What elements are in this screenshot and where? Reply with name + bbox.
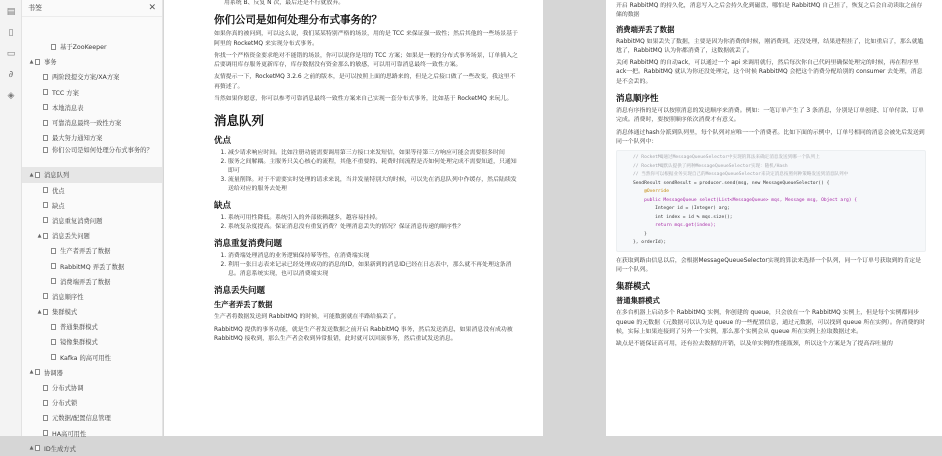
expand-toggle-icon[interactable]: ▲ (29, 369, 34, 376)
thumbnails-icon[interactable]: ▤ (6, 7, 16, 17)
code-line: }, orderId); (633, 240, 667, 246)
bookmark-page-icon (51, 339, 56, 345)
bookmark-item[interactable] (22, 395, 162, 410)
heading-message-queue: 消息队列 (214, 113, 265, 129)
list-item: 1. 减少请求响应时间。比如注册功能需要调用第三方接口来发短信，如果等待第三方响应可能会需要很多时间 (228, 149, 519, 158)
page-gap (543, 0, 606, 436)
list-item: 2. 利用一张日志表来记录已经处理成功的消息的ID，如果新到的消息ID已经在日志表中，那么就不再处理这条消息。消息系统实现，也可以消费端实现 (228, 261, 519, 279)
bookmark-item[interactable] (22, 274, 162, 289)
list-item: 1. 系统可用性降低。系统引入的外部依赖越多，越容易挂掉。 (228, 214, 519, 223)
bookmark-label: 缺点 (52, 202, 65, 210)
paragraph: 消息有序指的是可以按照消息的发送顺序来消费。例如：一笔订单产生了 3 条消息，分别是订单创建、订单付款、订单完成。消费时，要按照顺序依次消费才有意义。 (616, 108, 924, 124)
code-line: // 当然你可以根据业务实现自己的MessageQueueSelector来决定消息按照何种策略发送到消息队列中 (633, 172, 849, 178)
bookmark-item[interactable] (22, 130, 162, 145)
bookmark-item[interactable] (22, 85, 162, 100)
page-right-content (616, 0, 926, 353)
bookmark-page-icon (43, 147, 48, 153)
bookmark-label: 普通集群模式 (60, 324, 98, 332)
code-line: @Override (633, 189, 669, 195)
bookmark-page-icon (35, 59, 40, 65)
bookmark-item[interactable] (22, 304, 162, 319)
list-item: 2. 系统复杂度提高。保证消息没有重复消费？处理消息丢失的情况？保证消息传递的顺序性？ (228, 223, 519, 232)
pros-list (228, 149, 519, 194)
bookmark-page-icon (35, 369, 40, 375)
code-block (616, 150, 926, 252)
bookmark-icon[interactable]: ▯ (8, 28, 14, 38)
code-line: public MessageQueue select(List<MessageQueue> mqs, Message msg, Object arg) { (633, 197, 858, 203)
bookmarks-header (22, 0, 162, 17)
paragraph: 你找一个严格资金要求绝对不能错的场景，你可以说你是用的 TCC 方案；如果是一般的分布式事务场景，订单插入之后要调用库存服务更新库存，库存数据没有资金那么的敏感，可以用可靠消息最终一致性方案。 (214, 52, 518, 69)
code-line: SendResult sendResult = producer.send(msg, new MessageQueueSelector() { (633, 180, 830, 186)
expand-toggle-icon[interactable]: ▲ (29, 171, 34, 178)
bookmark-item[interactable] (22, 426, 162, 441)
bookmark-item[interactable] (22, 213, 162, 228)
code-line: return mqs.get(index); (633, 223, 716, 229)
bookmark-item[interactable] (22, 69, 162, 84)
heading-consumer-loss: 消费端弄丢了数据 (616, 24, 675, 34)
bookmark-label: 镜像集群模式 (60, 339, 98, 347)
bookmark-page-icon (43, 120, 48, 126)
bookmark-page-icon (51, 44, 56, 50)
bookmark-label: 分布式锁 (52, 400, 78, 408)
bookmark-label: HA高可用性 (52, 430, 87, 438)
paragraph: 当然如果你愿意，你可以参考可靠消息最终一致性方案来自己实现一套分布式事务，比如基于 RocketMQ 来玩儿。 (214, 96, 513, 103)
paragraph: RabbitMQ 提供的事务功能，就是生产者发送数据之前开启 RabbitMQ 事务，然后发送消息，如果消息没有成功被 RabbitMQ 接收到，那么生产者会收到异常报错，此时就可以回滚事务，然后重试发送消息。 (214, 326, 513, 342)
expand-toggle-icon[interactable]: ▲ (37, 308, 42, 315)
page-left-content (214, 0, 519, 347)
heading-normal-cluster: 普通集群模式 (616, 296, 660, 306)
comment-icon[interactable]: ▭ (6, 49, 16, 59)
paragraph: 消息体通过hash分派到队列里，每个队列对应唯一一个消费者。比如下面的示例中，订单号相同的消息会被先后发送到同一个队列中： (616, 129, 925, 145)
bookmark-label: 你们公司是如何处理分布式事务的？ (52, 147, 153, 155)
bookmark-item[interactable] (22, 54, 162, 69)
paragraph: 开启 RabbitMQ 的持久化，消息写入之后会持久化到磁盘，哪怕是 RabbitMQ 自己挂了，恢复之后会自动读取之前存储的数据 (616, 3, 923, 19)
paragraph: 用系统 B、反复 N 次，最后还是不行就放弃。 (224, 0, 345, 6)
bookmark-label: RabbitMQ 弄丢了数据 (60, 263, 125, 271)
bookmark-label: TCC 方案 (52, 89, 79, 97)
bookmarks-panel (22, 0, 163, 453)
bookmark-page-icon (43, 202, 48, 208)
bookmark-page-icon (51, 354, 56, 360)
bookmark-item[interactable] (22, 167, 162, 182)
bookmark-label: 优点 (52, 187, 65, 195)
bookmark-item[interactable] (22, 334, 162, 349)
bookmark-item[interactable] (22, 350, 162, 365)
bookmark-label: 分布式协调 (52, 385, 84, 393)
paragraph: 缺点是不能保证高可用，还有拉去数据的开销，以及单实例的性能瓶颈，所以这个方案是为了提高吞吐量的 (616, 341, 893, 348)
bookmark-page-icon (43, 415, 48, 421)
bookmark-item[interactable] (22, 115, 162, 130)
bookmark-item[interactable] (22, 145, 162, 167)
bookmark-page-icon (35, 445, 40, 451)
bookmark-page-icon (35, 172, 40, 178)
layers-icon[interactable]: ◈ (7, 91, 15, 101)
bookmarks-title: 书签 (28, 4, 42, 12)
heading-company-transaction: 你们公司是如何处理分布式事务的？ (214, 14, 382, 27)
bookmark-item[interactable] (22, 39, 162, 54)
bookmark-page-icon (43, 293, 48, 299)
bookmark-label: 两阶段提交方案/XA方案 (52, 74, 120, 82)
bookmark-label: 元数据/配置信息管理 (52, 415, 111, 423)
expand-toggle-icon[interactable]: ▲ (29, 445, 34, 452)
paragraph: 在获取到路由信息以后，会根据MessageQueueSelector实现的算法来选择一个队列，同一个订单号获取到的肯定是同一个队列。 (616, 257, 921, 274)
bookmark-page-icon (51, 324, 56, 330)
bookmark-page-icon (51, 263, 56, 269)
expand-toggle-icon[interactable]: ▲ (29, 58, 34, 65)
bookmark-page-icon (43, 135, 48, 141)
heading-duplicate-consumption: 消息重复消费问题 (214, 239, 283, 250)
bookmark-item[interactable] (22, 410, 162, 425)
attachment-icon[interactable]: ∂ (8, 70, 14, 80)
bookmark-label: 集群模式 (52, 309, 78, 317)
code-line: int index = id % mqs.size(); (633, 214, 733, 220)
bookmark-page-icon (43, 74, 48, 80)
bookmark-page-icon (43, 233, 48, 239)
bookmark-label: 消息丢失问题 (52, 233, 90, 241)
bookmark-tree (22, 17, 162, 456)
heading-message-order: 消息顺序性 (616, 94, 659, 105)
bookmark-page-icon (43, 385, 48, 391)
bookmark-label: 基于ZooKeeper (60, 44, 107, 52)
duplicate-list (228, 252, 519, 279)
list-item: 2. 服务之间解耦。主服务只关心核心的流程，其他不重要的、耗费时间流程是否如何处理完成不需要知道，只通知即可 (228, 158, 519, 176)
paragraph: 关闭 RabbitMQ 的自动ack，可以通过一个 api 来调用就行，然后每次你自己代码里确保处理完的时候，再在程序里ack一把。RabbitMQ 就认为你还没处理完，这个时候 RabbitMQ 会把这个消费分配给别的 consumer 去处理，消息是不会丢的。 (616, 60, 923, 85)
code-line: } (633, 231, 647, 237)
bookmark-item[interactable] (22, 258, 162, 273)
bookmark-label: 消息队列 (44, 172, 70, 180)
bookmark-page-icon (43, 89, 48, 95)
document-page-right (606, 0, 942, 436)
bookmark-page-icon (51, 248, 56, 254)
document-page-left (164, 0, 543, 436)
bookmark-item[interactable] (22, 319, 162, 334)
bookmark-label: Kafka 的高可用性 (60, 354, 111, 362)
bookmark-label: 协调器 (44, 369, 63, 377)
bookmark-label: 消费端弄丢了数据 (60, 278, 111, 286)
bookmark-label: ID生成方式 (44, 445, 76, 453)
heading-cluster-mode: 集群模式 (616, 282, 651, 293)
bookmark-label: 生产者弄丢了数据 (60, 248, 111, 256)
list-item: 1. 消费端处理消息的业务逻辑保持幂等性，在消费端实现 (228, 252, 519, 261)
close-icon[interactable]: ✕ (148, 3, 156, 13)
bookmark-item[interactable] (22, 228, 162, 243)
bookmark-label: 最大努力通知方案 (52, 135, 103, 143)
bookmark-page-icon (43, 430, 48, 436)
bookmark-item[interactable] (22, 183, 162, 198)
bookmark-page-icon (43, 187, 48, 193)
heading-producer-loss: 生产者弄丢了数据 (214, 300, 273, 310)
code-line: // RocketMQ默认提供了两种MessageQueueSelector实现：随机/Hash (633, 163, 788, 169)
bookmark-page-icon (43, 104, 48, 110)
paragraph: RabbitMQ 如果丢失了数据，主要是因为你消费的时候，刚消费到，还没处理，结果进程挂了，比如重启了，那么就尴尬了，RabbitMQ 认为你都消费了，这数据就丢了。 (616, 38, 924, 54)
paragraph: 友情提示一下，RocketMQ 3.2.6 之前的版本，是可以按照上面的思路来的，但是之后接口做了一些改变，我这里不再赘述了。 (214, 74, 516, 90)
bookmark-page-icon (43, 400, 48, 406)
bookmark-page-icon (43, 309, 48, 315)
list-item: 3. 流量削锋。对于不需要实时处理的请求来说，当并发量特别大的时候，可以先在消息队列中作缓存，然后陆续发送给对应的服务去处理 (228, 176, 519, 194)
bookmark-item[interactable] (22, 441, 162, 456)
code-line: Integer id = (Integer) arg; (633, 206, 730, 212)
tool-rail (0, 0, 22, 436)
heading-message-loss: 消息丢失问题 (214, 286, 266, 297)
paragraph: 如果你真的被问到，可以这么说，我们某某特别严格的场景，用的是 TCC 来保证强一致性；然后其他的一些场景基于阿里的 RocketMQ 来实现分布式事务。 (214, 31, 518, 47)
bookmark-label: 可靠消息最终一致性方案 (52, 120, 122, 128)
bookmark-label: 消息顺序性 (52, 293, 84, 301)
expand-toggle-icon[interactable]: ▲ (37, 232, 42, 239)
bookmark-item[interactable] (22, 380, 162, 395)
heading-cons: 缺点 (214, 201, 232, 212)
bookmark-item[interactable] (22, 243, 162, 258)
bookmark-item[interactable] (22, 289, 162, 304)
cons-list (228, 214, 519, 232)
bookmark-label: 本地消息表 (52, 104, 84, 112)
bookmark-item[interactable] (22, 198, 162, 213)
bookmark-page-icon (51, 278, 56, 284)
heading-pros: 优点 (214, 136, 232, 147)
bookmark-label: 事务 (44, 59, 57, 67)
bookmark-page-icon (43, 217, 48, 223)
paragraph: 生产者将数据发送到 RabbitMQ 的时候，可能数据就在半路给搞丢了。 (214, 314, 400, 321)
paragraph: 在多台机器上启动多个 RabbitMQ 实例，你创建的 queue，只会放在一个 RabbitMQ 实例上，但是每个实例都同步 queue 的元数据（元数据可以认为是 queue 的一些配置信息，通过元数据，可以找到 queue 所在实例）。你消费的时候，实际上如果连接到了另外一个实例，那么那个实例会从 queue 所在实例上拉取数据过来。 (616, 310, 926, 335)
bookmark-item[interactable] (22, 100, 162, 115)
bookmark-label: 消息重复消费问题 (52, 217, 103, 225)
bookmark-item[interactable] (22, 365, 162, 380)
code-line: // RocketMQ通过MessageQueueSelector中实现的算法来确定消息发送到哪一个队列上 (633, 155, 820, 161)
